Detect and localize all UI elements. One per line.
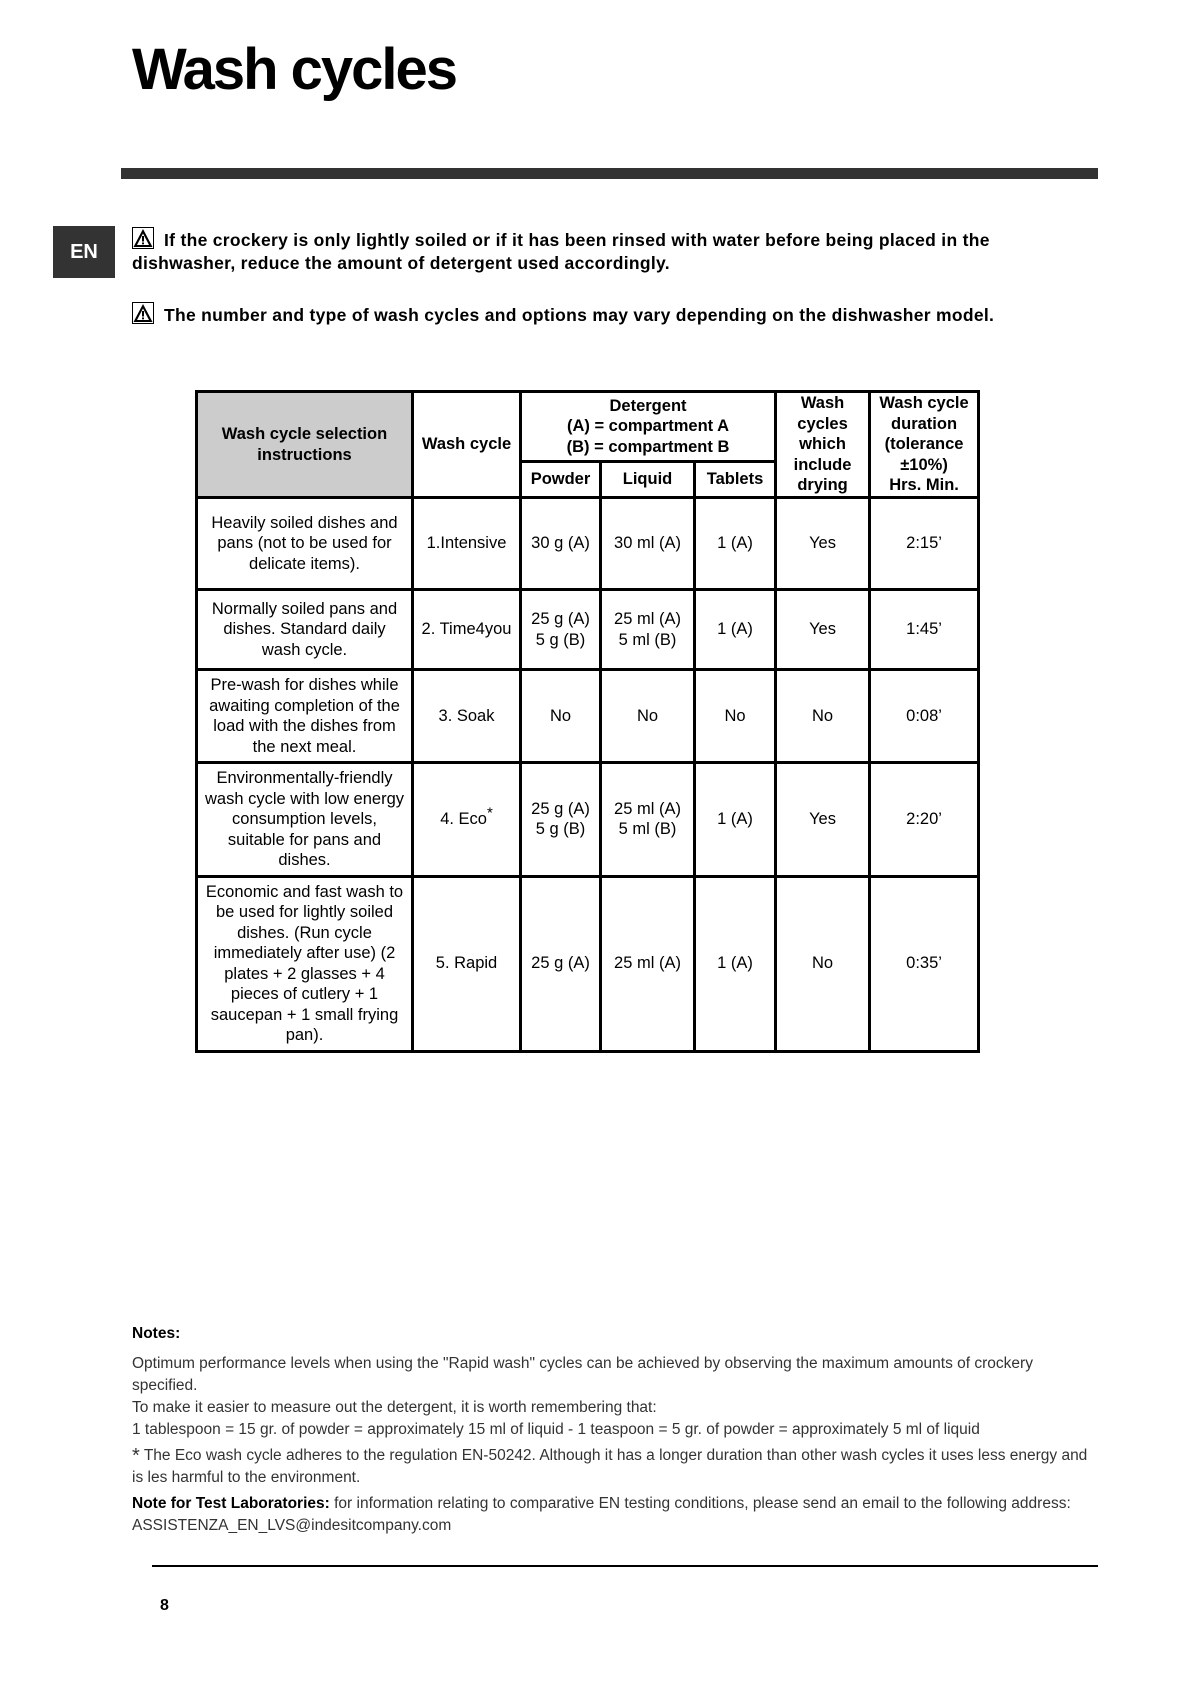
powder-amount: 5 g (B) [535, 630, 586, 649]
table-row [197, 498, 979, 590]
cycle-name: 4. Eco [440, 810, 487, 828]
cell-cycle [413, 876, 521, 1051]
header-selection-instructions: Wash cycle selection instructions [197, 392, 413, 498]
warning-text-1: If the crockery is only lightly soiled or if it has been rinsed with water before being placed in the dishwasher, reduce the amount of detergent used accordingly. [132, 230, 990, 273]
header-tablets: Tablets [695, 462, 776, 498]
cell-cycle [413, 763, 521, 877]
cell-description: Pre-wash for dishes while awaiting completion of the load with the dishes from the next meal. [197, 670, 413, 763]
cell-tablets: 1 (A) [695, 590, 776, 670]
note-eco [132, 1445, 1092, 1489]
liquid-amount: 5 ml (B) [618, 820, 677, 839]
header-detergent-line: (B) = compartment B [566, 437, 730, 456]
cell-description: Economic and fast wash to be used for lightly soiled dishes. (Run cycle immediately after use) (2 plates + 2 glasses + 4 pieces of cutlery + 1 saucepan + 1 small frying pan). [197, 876, 413, 1051]
cell-drying: Yes [776, 763, 870, 877]
cycle-name: 2. Time4you [421, 620, 512, 639]
cell-powder [521, 876, 601, 1051]
header-duration-line: (tolerance [884, 435, 964, 454]
cell-cycle [413, 498, 521, 590]
cell-description: Heavily soiled dishes and pans (not to be used for delicate items). [197, 498, 413, 590]
cell-liquid [601, 670, 695, 763]
cell-drying: Yes [776, 498, 870, 590]
liquid-amount: 30 ml (A) [614, 534, 681, 553]
cell-drying: No [776, 670, 870, 763]
cell-powder [521, 763, 601, 877]
header-rule [121, 168, 1098, 179]
note-eco-text: The Eco wash cycle adheres to the regulation EN-50242. Although it has a longer duration than other wash cycles it uses less energy and is les harmful to the environment. [132, 1447, 1088, 1486]
header-detergent-line: Detergent [609, 396, 687, 415]
cell-duration: 2:15’ [870, 498, 979, 590]
cell-tablets: 1 (A) [695, 876, 776, 1051]
cell-drying: Yes [776, 590, 870, 670]
header-drying-line: which [799, 435, 846, 454]
asterisk-mark: * [132, 1445, 140, 1467]
language-tab: EN [53, 226, 115, 278]
cell-description: Normally soiled pans and dishes. Standard daily wash cycle. [197, 590, 413, 670]
cell-cycle [413, 670, 521, 763]
cell-liquid [601, 876, 695, 1051]
cell-tablets: No [695, 670, 776, 763]
header-drying [776, 392, 870, 498]
cell-liquid [601, 498, 695, 590]
notes-section [132, 1323, 1092, 1537]
note-rapid-wash: Optimum performance levels when using the "Rapid wash" cycles can be achieved by observing the maximum amounts of crockery specified. [132, 1355, 1033, 1394]
footer-rule [152, 1565, 1098, 1567]
cell-liquid [601, 763, 695, 877]
header-drying-line: include [793, 455, 852, 474]
table-row [197, 763, 979, 877]
powder-amount: No [549, 706, 572, 725]
table-row [197, 670, 979, 763]
cell-powder [521, 498, 601, 590]
asterisk-mark: * [486, 804, 493, 822]
cell-tablets: 1 (A) [695, 763, 776, 877]
wash-cycles-table [195, 390, 980, 1053]
note-test-labs-text: for information relating to comparative EN testing conditions, please send an email to the following address: ASSISTENZA_EN_LVS@indesitcompany.com [132, 1495, 1071, 1534]
liquid-amount: 25 ml (A) [614, 954, 681, 973]
header-liquid: Liquid [601, 462, 695, 498]
cell-description: Environmentally-friendly wash cycle with low energy consumption levels, suitable for pans and dishes. [197, 763, 413, 877]
warning-text-2: The number and type of wash cycles and options may vary depending on the dishwasher model. [164, 305, 995, 325]
powder-amount: 5 g (B) [535, 820, 586, 839]
cell-tablets: 1 (A) [695, 498, 776, 590]
cycle-name: 1.Intensive [426, 534, 507, 553]
cycle-name: 3. Soak [438, 706, 495, 725]
warning-icon [132, 302, 154, 324]
powder-amount: 25 g (A) [531, 954, 590, 973]
liquid-amount: 25 ml (A) [614, 799, 681, 818]
table-row [197, 590, 979, 670]
header-wash-cycle: Wash cycle [413, 392, 521, 498]
cell-duration: 1:45’ [870, 590, 979, 670]
header-drying-line: cycles [797, 414, 848, 433]
warning-notice-1 [132, 227, 1032, 275]
note-test-labs [132, 1493, 1092, 1537]
cell-powder [521, 590, 601, 670]
powder-amount: 30 g (A) [531, 534, 590, 553]
liquid-amount: 25 ml (A) [614, 610, 681, 628]
page-title: Wash cycles [132, 37, 457, 102]
powder-amount: 25 g (A) [531, 610, 590, 628]
page-number: 8 [160, 1597, 169, 1614]
liquid-amount: 5 ml (B) [618, 630, 677, 649]
warning-icon [132, 227, 154, 249]
header-detergent-line: (A) = compartment A [566, 417, 730, 436]
note-measure-intro: To make it easier to measure out the detergent, it is worth remembering that: [132, 1399, 657, 1416]
note-measure-equivalence: 1 tablespoon = 15 gr. of powder = approximately 15 ml of liquid - 1 teaspoon = 5 gr. of powder = approximately 5 ml of liquid [132, 1421, 980, 1438]
header-duration-line: Hrs. Min. [889, 476, 959, 495]
table-row [197, 876, 979, 1051]
header-detergent [521, 392, 776, 462]
cell-duration: 2:20’ [870, 763, 979, 877]
header-duration-line: duration [891, 414, 958, 433]
cell-liquid [601, 590, 695, 670]
powder-amount: 25 g (A) [531, 799, 590, 818]
header-duration-line: ±10%) [900, 455, 948, 474]
header-powder: Powder [521, 462, 601, 498]
cell-cycle [413, 590, 521, 670]
cell-duration: 0:08’ [870, 670, 979, 763]
cell-powder [521, 670, 601, 763]
cell-duration: 0:35’ [870, 876, 979, 1051]
warning-notice-2 [132, 302, 1032, 327]
cycle-name: 5. Rapid [435, 954, 498, 973]
header-drying-line: drying [797, 476, 848, 495]
header-duration-line: Wash cycle [879, 394, 969, 413]
header-drying-line: Wash [800, 394, 845, 413]
cell-drying: No [776, 876, 870, 1051]
notes-heading: Notes: [132, 1325, 181, 1342]
liquid-amount: No [636, 706, 659, 725]
note-test-labs-label: Note for Test Laboratories: [132, 1495, 330, 1512]
header-duration [870, 392, 979, 498]
